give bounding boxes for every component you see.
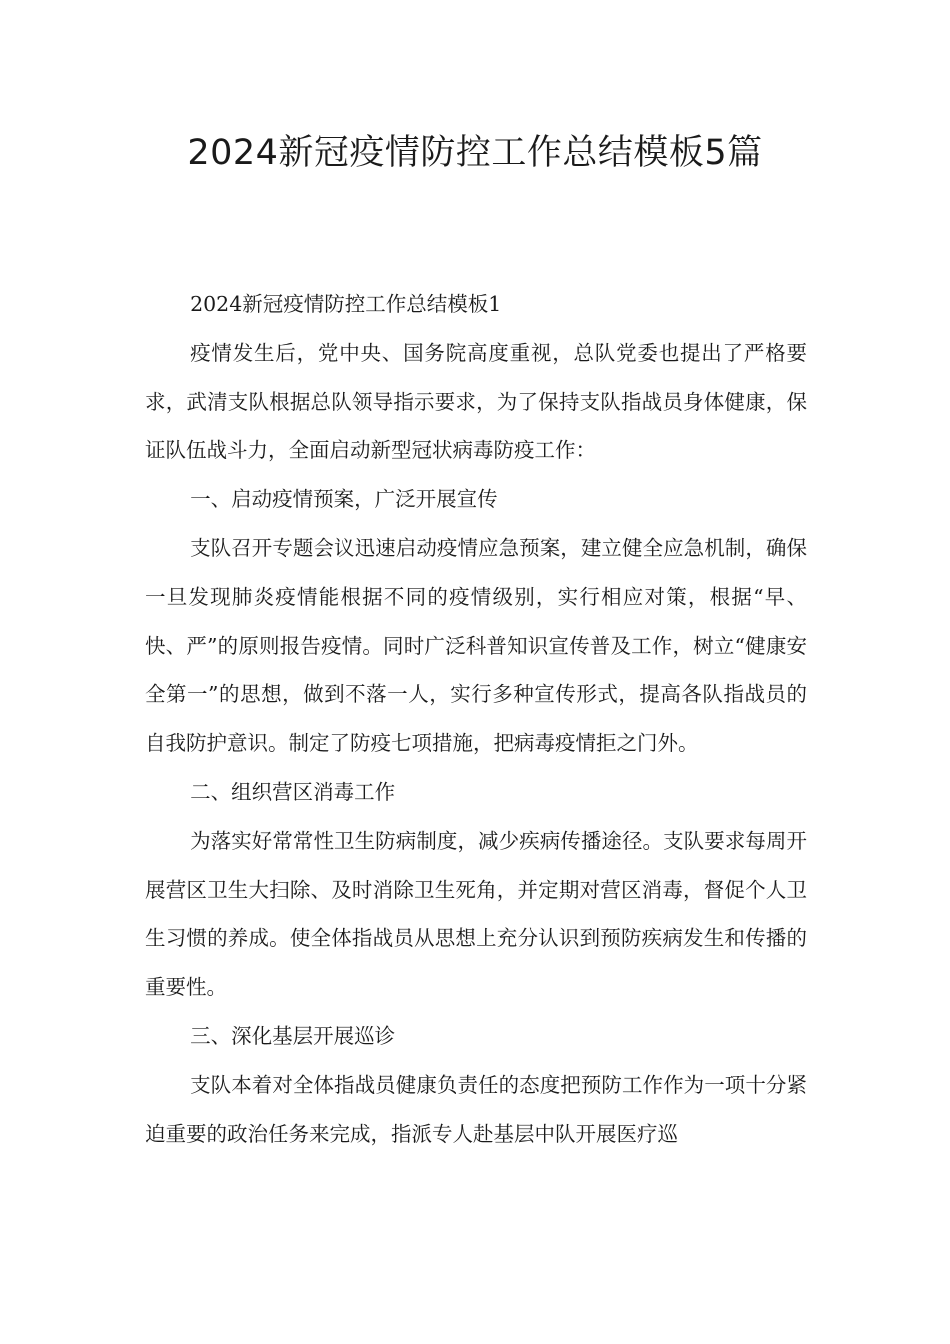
section-paragraph-3: 支队本着对全体指战员健康负责任的态度把预防工作作为一项十分紧迫重要的政治任务来完成，指派专人赴基层中队开展医疗巡 — [145, 1072, 807, 1146]
section-heading-template-1: 2024新冠疫情防控工作总结模板1 — [190, 292, 502, 316]
intro-paragraph: 疫情发生后，党中央、国务院高度重视，总队党委也提出了严格要求，武清支队根据总队领导指示要求，为了保持支队指战员身体健康，保证队伍战斗力，全面启动新型冠状病毒防疫工作： — [145, 340, 807, 463]
section-paragraph-2: 为落实好常常性卫生防病制度，减少疾病传播途径。支队要求每周开展营区卫生大扫除、及时消除卫生死角，并定期对营区消毒，督促个人卫生习惯的养成。使全体指战员从思想上充分认识到预防疾病发生和传播的重要性。 — [145, 828, 807, 1000]
section-heading-2: 二、组织营区消毒工作 — [190, 779, 396, 804]
section-heading-3: 三、深化基层开展巡诊 — [190, 1023, 396, 1048]
section-paragraph-1: 支队召开专题会议迅速启动疫情应急预案，建立健全应急机制，确保一旦发现肺炎疫情能根据不同的疫情级别，实行相应对策，根据“早、快、严”的原则报告疫情。同时广泛科普知识宣传普及工作，树立“健康安全第一”的思想，做到不落一人，实行多种宣传形式，提高各队指战员的自我防护意识。制定了防疫七项措施，把病毒疫情拒之门外。 — [145, 535, 807, 756]
document-body — [145, 280, 807, 1158]
section-heading-1: 一、启动疫情预案，广泛开展宣传 — [190, 487, 498, 512]
document-title: 2024新冠疫情防控工作总结模板5篇 — [187, 133, 763, 173]
